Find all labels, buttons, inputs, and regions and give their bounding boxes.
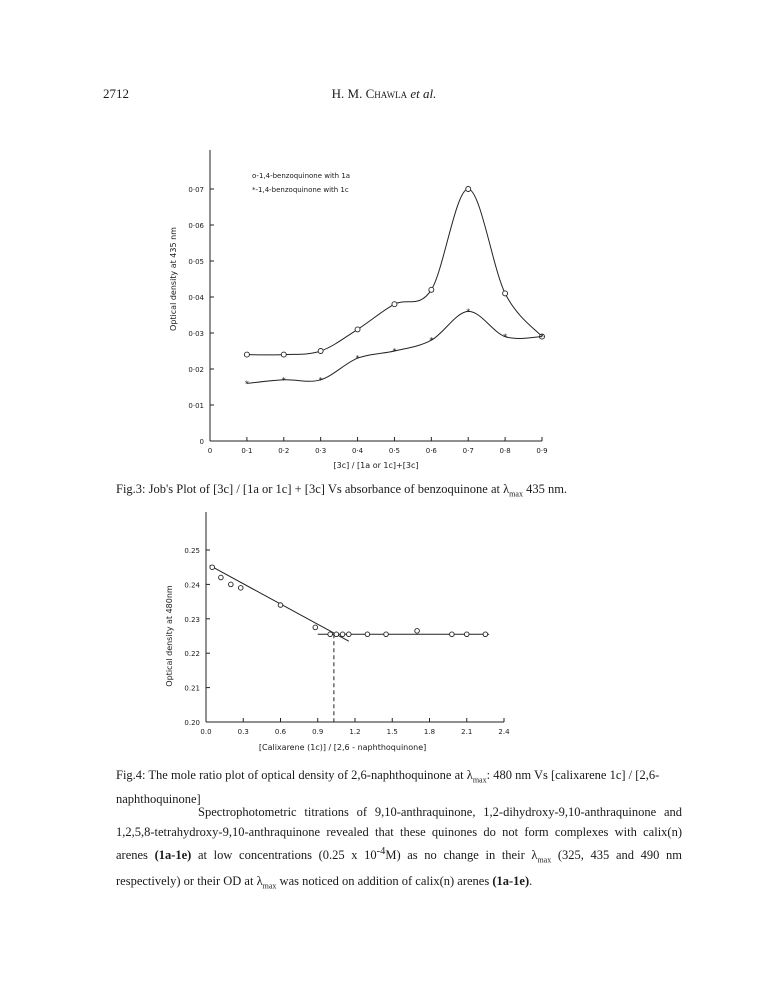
y-tick-label: 0.24 [184, 581, 200, 590]
x-tick-label: 1.8 [423, 728, 436, 736]
x-tick-label: 0.3 [237, 728, 249, 736]
x-tick-label: 0·4 [351, 447, 364, 455]
data-point [219, 575, 224, 580]
body-paragraph: Spectrophotometric titrations of 9,10-anthraquinone, 1,2-dihydroxy-9,10-anthraquinone and 1,2,5,8-tetrahydroxy-9,10-anthraquinone revealed that these quinones do not form complexes with calix(n) arenes (1a-1e) at low concentrations (0.25 x $10^{-4}M$) as no change in their $\lambda_{max}$ (325, 435 and 490 nm respectively) or their OD at $\lambda_{max}$ was noticed on addition of calix(n) arenes (1a-1e). [116, 805, 682, 891]
data-point [210, 565, 215, 570]
x-tick-label: 0.6 [274, 728, 287, 736]
y-tick-label: 0·07 [188, 186, 204, 194]
x-tick-label: 0·1 [241, 447, 253, 455]
x-tick-label: 0·2 [278, 447, 290, 455]
data-point-1c: * [503, 332, 508, 342]
series-line-1a [247, 189, 542, 355]
y-tick-label: 0.23 [184, 615, 200, 624]
x-tick-label: 0·6 [425, 447, 437, 455]
data-point [340, 632, 345, 637]
data-point-1c: * [318, 375, 323, 385]
data-point [313, 625, 318, 630]
y-tick-label: 0.22 [184, 650, 200, 659]
data-point-1c: * [429, 336, 434, 346]
data-point-1a [392, 302, 397, 307]
y-tick-label: 0.21 [184, 684, 200, 693]
data-point [483, 632, 488, 637]
data-point-1a [281, 352, 286, 357]
data-point-1a [355, 327, 360, 332]
x-tick-label: 0·9 [536, 447, 548, 455]
x-tick-label: 0·8 [499, 447, 511, 455]
x-tick-label: 0·5 [388, 447, 401, 455]
x-tick-label: 0.0 [200, 728, 212, 736]
data-point [238, 586, 243, 591]
y-tick-label: 0.20 [184, 719, 200, 727]
data-point [464, 632, 469, 637]
y-tick-label: 0·06 [188, 222, 204, 230]
y-tick-label: 0·04 [188, 294, 204, 302]
y-axis-label: Optical density at 480nm [165, 585, 174, 687]
data-point [229, 582, 234, 587]
data-point [278, 603, 283, 608]
y-tick-label: 0·05 [188, 258, 204, 266]
y-tick-label: 0·02 [188, 366, 204, 374]
x-tick-label: 2.1 [461, 728, 473, 736]
data-point [346, 632, 351, 637]
page-number: 2712 [103, 86, 129, 101]
x-tick-label: 0·7 [462, 447, 474, 455]
x-tick-label: 0.9 [312, 728, 324, 736]
x-axis-label: [Calixarene (1c)] / [2,6 - naphthoquinone] [258, 743, 427, 752]
data-point [384, 632, 389, 637]
x-tick-label: 0 [207, 447, 213, 455]
legend-entry-1c: *-1,4-benzoquinone with 1c [252, 186, 349, 194]
trend-line [210, 565, 349, 641]
data-point [334, 632, 339, 637]
data-point-1c: * [355, 354, 360, 364]
data-point [415, 629, 420, 634]
data-point-1a [466, 187, 471, 192]
data-point-1c: * [540, 332, 544, 342]
x-tick-label: 1.5 [386, 728, 398, 736]
x-tick-label: 0·3 [315, 447, 327, 455]
data-point-1a [318, 349, 323, 354]
data-point-1a [429, 287, 434, 292]
data-point-1a [503, 291, 508, 296]
data-point-1a [244, 352, 249, 357]
running-header: H. M. Chawla et al. [331, 86, 437, 101]
data-point [328, 632, 333, 637]
y-tick-label: 0 [199, 438, 204, 446]
x-tick-label: 2.4 [498, 728, 510, 736]
data-point-1c: * [466, 307, 471, 317]
y-axis-label: Optical density at 435 nm [169, 227, 178, 331]
figure-3-caption: Fig.3: Job's Plot of [3c] / [1a or 1c] + [3c] Vs absorbance of benzoquinone at $\lambda_{max}$ 435 nm. [116, 482, 568, 499]
figure-3-chart [0, 0, 768, 480]
data-point-1c: * [392, 347, 397, 356]
data-point [450, 632, 455, 637]
y-tick-label: 0·01 [188, 402, 204, 410]
y-tick-label: 0.25 [184, 547, 200, 555]
figure-4-caption: Fig.4: The mole ratio plot of optical density of 2,6-naphthoquinone at $\lambda_{max}$: 480 nm Vs [calixarene 1c] / [2,6-naphthoquinone] [116, 768, 660, 806]
x-tick-label: 1.2 [349, 728, 361, 736]
x-axis-label: [3c] / [1a or 1c]+[3c] [333, 461, 419, 470]
data-point-1c: * [244, 379, 249, 389]
data-point-1c: * [281, 375, 286, 385]
y-tick-label: 0·03 [188, 330, 204, 338]
legend-entry-1a: o-1,4-benzoquinone with 1a [252, 172, 351, 180]
data-point [365, 632, 370, 637]
